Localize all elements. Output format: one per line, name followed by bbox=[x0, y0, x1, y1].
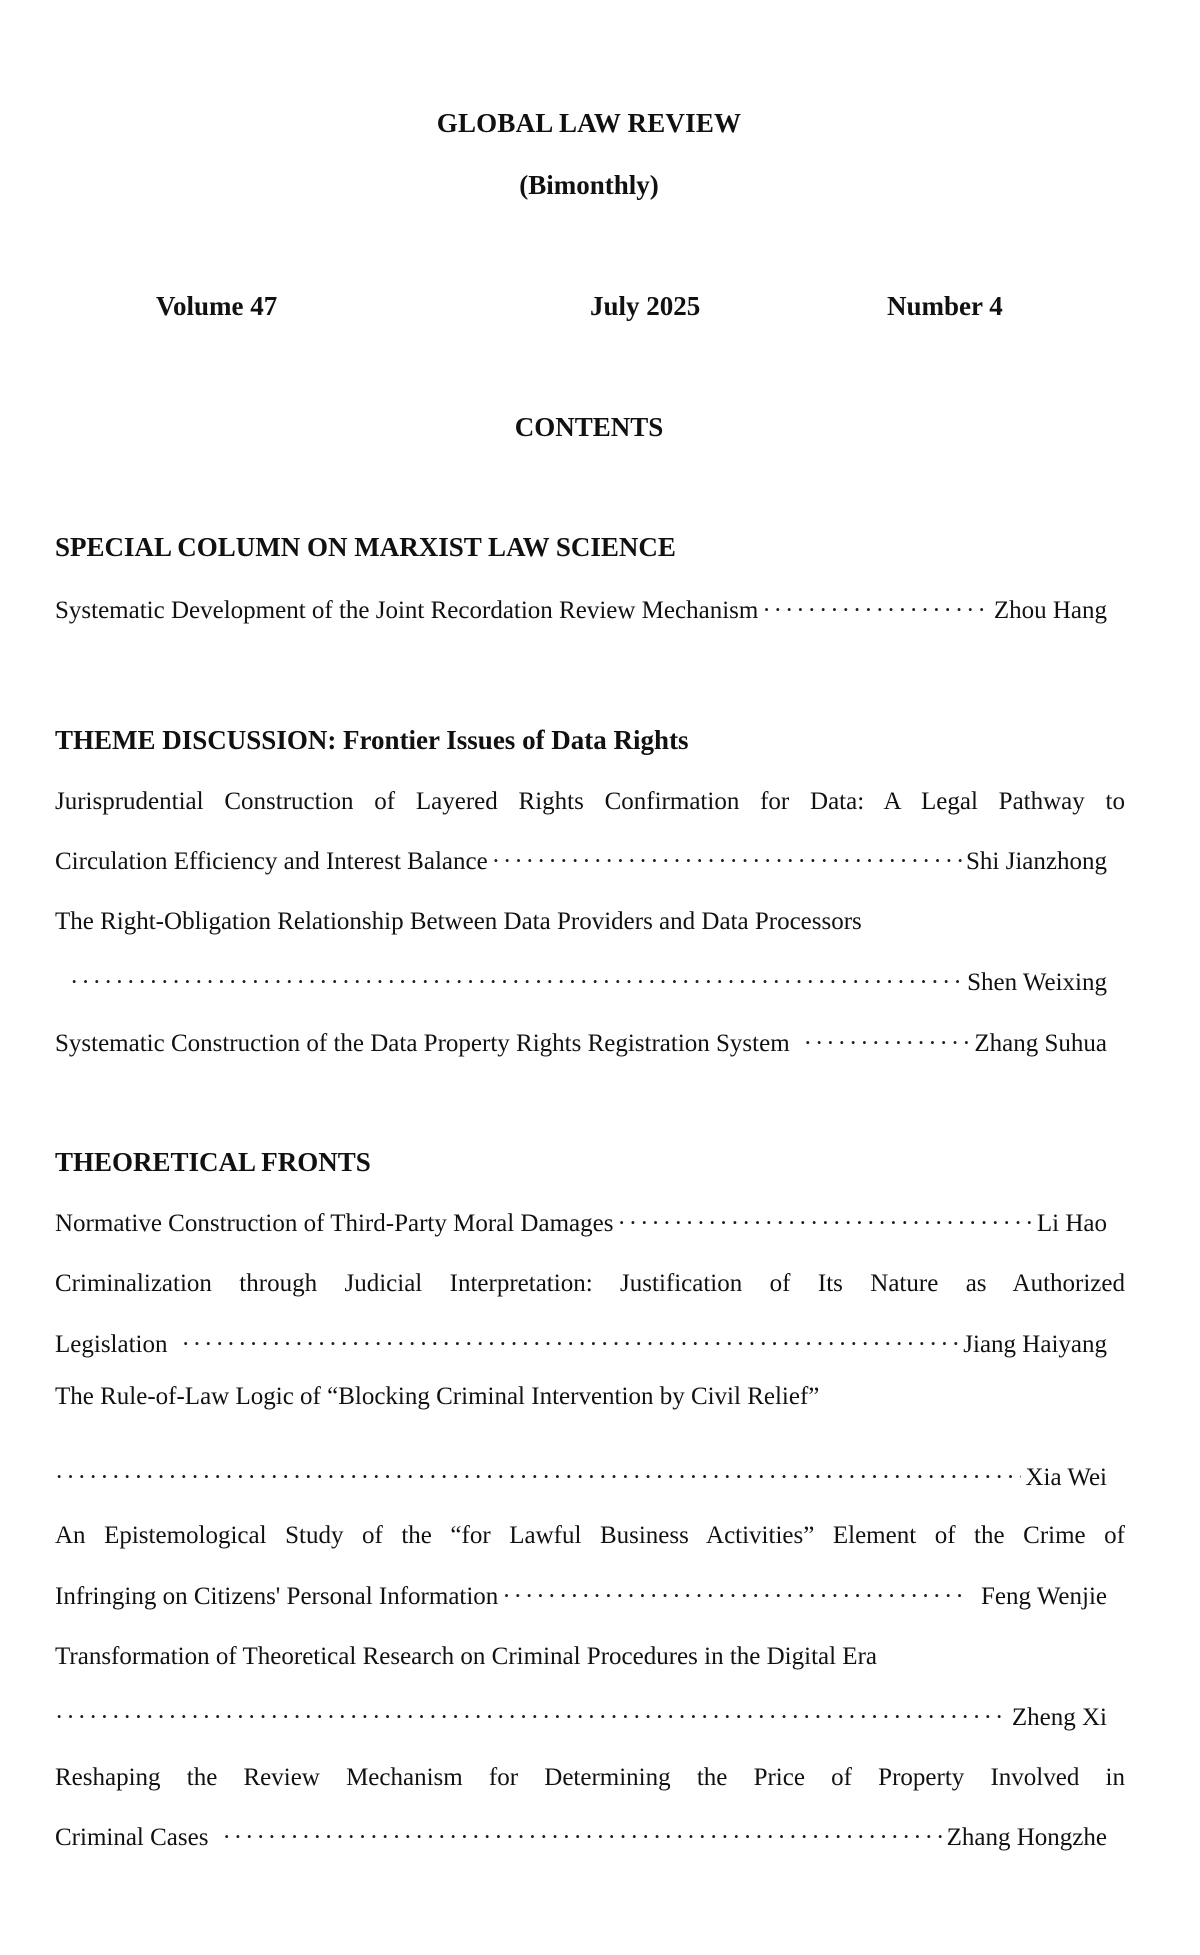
entry-author: Li Hao bbox=[1036, 1210, 1107, 1237]
entry-author: Shi Jianzhong bbox=[966, 848, 1107, 875]
entry-author: Feng Wenjie bbox=[981, 1583, 1107, 1610]
entry-title-line: Transformation of Theoretical Research on Criminal Procedures in the Digital Era bbox=[55, 1643, 877, 1670]
toc-entry bbox=[55, 1580, 1107, 1614]
journal-title: GLOBAL LAW REVIEW bbox=[436, 108, 742, 138]
section-title-special-column: SPECIAL COLUMN ON MARXIST LAW SCIENCE bbox=[55, 532, 676, 562]
entry-author: Jiang Haiyang bbox=[963, 1331, 1107, 1358]
entry-title: Systematic Construction of the Data Property Rights Registration System bbox=[55, 1030, 790, 1057]
entry-author: Xia Wei bbox=[1025, 1464, 1107, 1491]
contents-heading: CONTENTS bbox=[514, 412, 664, 442]
dot-leader bbox=[762, 594, 990, 628]
entry-author: Zhang Hongzhe bbox=[946, 1824, 1107, 1851]
entry-title: Systematic Development of the Joint Recordation Review Mechanism bbox=[55, 597, 759, 624]
entry-title-line: Jurisprudential Construction of Layered Rights Confirmation for Data: A Legal Pathway to bbox=[55, 788, 1125, 815]
toc-entry bbox=[70, 966, 1107, 1000]
entry-title-line: The Right-Obligation Relationship Between Data Providers and Data Processors bbox=[55, 908, 862, 935]
entry-author: Zheng Xi bbox=[1011, 1704, 1107, 1731]
toc-entry bbox=[55, 1821, 1107, 1855]
dot-leader bbox=[70, 966, 963, 1000]
entry-title-line: Reshaping the Review Mechanism for Determining the Price of Property Involved in bbox=[55, 1764, 1125, 1791]
entry-author: Shen Weixing bbox=[967, 969, 1107, 996]
entry-title-line: An Epistemological Study of the “for Lawful Business Activities” Element of the Crime of bbox=[55, 1522, 1125, 1549]
dot-leader bbox=[222, 1821, 942, 1855]
issue-number: Number 4 bbox=[887, 291, 1003, 321]
entry-title: Criminal Cases bbox=[55, 1824, 209, 1851]
entry-title-line: Criminalization through Judicial Interpretation: Justification of Its Nature as Authorized bbox=[55, 1270, 1125, 1297]
section-title-theoretical-fronts: THEORETICAL FRONTS bbox=[55, 1147, 371, 1177]
entry-title-line: The Rule-of-Law Logic of “Blocking Criminal Intervention by Civil Relief” bbox=[55, 1383, 820, 1410]
dot-leader bbox=[804, 1027, 971, 1061]
dot-leader bbox=[181, 1328, 959, 1362]
entry-title: Legislation bbox=[55, 1331, 168, 1358]
entry-author: Zhou Hang bbox=[993, 597, 1107, 624]
entry-author: Zhang Suhua bbox=[974, 1030, 1107, 1057]
entry-title: Normative Construction of Third-Party Moral Damages bbox=[55, 1210, 614, 1237]
entry-title: Infringing on Citizens' Personal Information bbox=[55, 1583, 499, 1610]
toc-entry bbox=[55, 1328, 1107, 1362]
toc-entry bbox=[55, 1461, 1107, 1495]
issue-volume: Volume 47 bbox=[156, 291, 278, 321]
toc-entry bbox=[55, 594, 1107, 628]
dot-leader bbox=[492, 845, 962, 879]
journal-frequency: (Bimonthly) bbox=[519, 170, 659, 200]
dot-leader bbox=[502, 1580, 963, 1614]
toc-entry bbox=[55, 845, 1107, 879]
dot-leader bbox=[617, 1207, 1032, 1241]
toc-entry bbox=[55, 1207, 1107, 1241]
section-title-theme-discussion: THEME DISCUSSION: Frontier Issues of Data Rights bbox=[55, 725, 689, 755]
issue-date: July 2025 bbox=[590, 291, 701, 321]
toc-entry bbox=[55, 1027, 1107, 1061]
dot-leader bbox=[55, 1461, 1021, 1495]
entry-title: Circulation Efficiency and Interest Balance bbox=[55, 848, 488, 875]
toc-entry bbox=[55, 1701, 1107, 1735]
dot-leader bbox=[55, 1701, 1008, 1735]
